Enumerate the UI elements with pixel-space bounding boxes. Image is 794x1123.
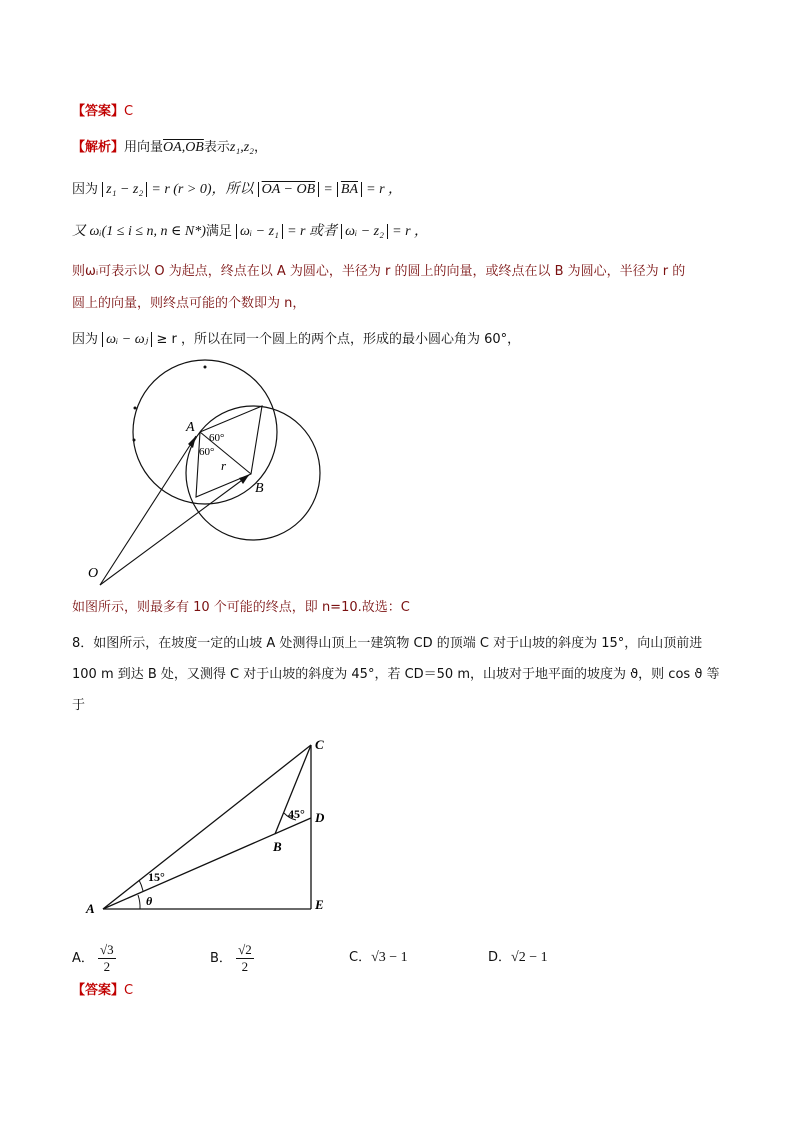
label-a: A [186,420,195,435]
math-text: = r ， [366,182,403,197]
math-text: = [323,182,333,197]
numerator: √3 [100,942,114,957]
label-c: C [315,737,324,752]
conclusion-line: 如图所示，则最多有 10 个可能的终点，即 n=10.故选：C [72,600,410,615]
angle-label-theta: θ [146,894,153,908]
choice-text: √3 − 1 [371,950,408,965]
denominator: 2 [241,959,249,974]
math-text: 又 ωᵢ(1 ≤ i ≤ n, n ∈ N*) [72,224,206,239]
answer-value: C [124,104,134,119]
analysis-text: 因为 [72,332,99,347]
analysis-text: 用向量 [124,140,164,155]
label-b: B [255,481,264,496]
question-8-line-3: 于 [72,698,86,713]
choice-c [349,946,408,966]
angle-arc-15 [139,880,143,891]
abs-vector-expression: OA − OB [258,182,320,197]
analysis-text: 因为 [72,182,99,197]
vector-oa-ob: OA,OB [163,140,204,155]
segment-ad [103,818,311,909]
abs-expression: ωᵢ − z₂ [341,224,388,239]
label-a: A [86,901,95,916]
analysis-text: 表示 [203,140,230,155]
analysis-text: 满足 [205,224,232,239]
choice-d [488,946,548,966]
answer-value: C [124,983,134,998]
abs-expression: ωᵢ − z₁ [236,224,283,239]
numerator: √2 [238,942,252,957]
angle-label-15: 15° [148,870,165,884]
label-b: B [273,839,282,854]
question-8-line-2: 100 m 到达 B 处，又测得 C 对于山坡的斜度为 45°，若 CD＝50 m，山坡对于地平面的坡度为 ϑ，则 cos ϑ 等 [72,667,720,682]
choice-a [72,942,116,975]
angle-arc-theta [138,895,140,909]
answer-label: 【答案】 [72,983,125,998]
question-8-line-1: 8．如图所示，在坡度一定的山坡 A 处测得山顶上一建筑物 CD 的顶端 C 对于山坡的斜度为 15°，向山顶前进 [72,636,703,651]
choice-letter: D． [488,950,512,965]
analysis-line-4: 则ωᵢ可表示以 O 为起点，终点在以 A 为圆心，半径为 r 的圆上的向量，或终点在以 B 为圆心，半径为 r 的 [72,264,686,279]
abs-expression: z₁ − z₂ [102,182,147,197]
label-e: E [315,897,324,912]
angle-label-45: 45° [288,807,305,821]
choice-letter: A． [72,951,94,966]
analysis-text: ≥ r ，所以在同一个圆上的两个点，形成的最小圆心角为 60°， [156,332,521,347]
math-text: = r ， [392,224,429,239]
vars-z1-z2: z₁,z₂ [229,140,255,155]
analysis-label: 【解析】 [72,140,125,155]
answer-label: 【答案】 [72,104,125,119]
analysis-line-5: 圆上的向量，则终点可能的个数即为 n， [72,296,306,311]
choice-fraction [98,942,116,975]
punct: ， [254,140,268,155]
choice-text: √2 − 1 [511,950,548,965]
angle-label-60-1: 60° [209,432,225,444]
denominator: 2 [103,959,111,974]
answer-line-2 [72,981,133,1001]
math-text: = r (r > 0)，所以 [151,182,254,197]
angle-label-60-2: 60° [199,446,215,458]
abs-vector-ba: $\overline{BA}$ [337,182,362,197]
choice-letter: B． [210,951,232,966]
label-d: D [315,810,325,825]
math-text: = r 或者 [287,224,337,239]
segment-ac [103,745,311,909]
choice-letter: C． [349,950,372,965]
label-o: O [88,566,99,581]
abs-expression: ωᵢ − ωⱼ [102,332,152,347]
label-r: r [221,458,227,473]
choice-b [210,942,254,975]
choice-fraction [236,942,254,975]
